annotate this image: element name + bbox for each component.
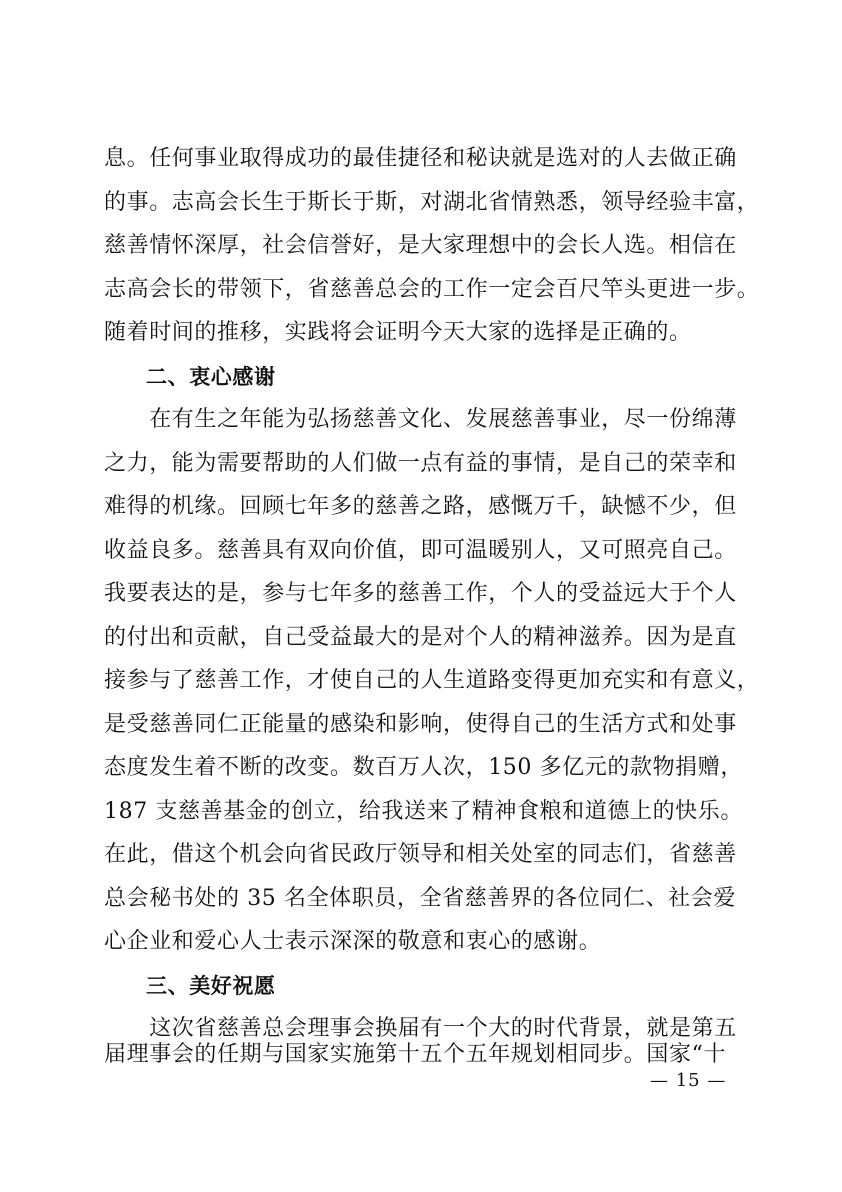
text-line: 我要表达的是，参与七年多的慈善工作，个人的受益远大于个人 (104, 581, 737, 606)
text-line: 志高会长的带领下，省慈善总会的工作一定会百尺竿头更进一步。 (104, 277, 760, 302)
page-number: — 15 — (650, 1070, 727, 1091)
text-line: 态度发生着不断的改变。数百万人次，150 多亿元的款物捐赠， (104, 755, 743, 780)
text-line: 之力，能为需要帮助的人们做一点有益的事情，是自己的荣幸和 (104, 451, 737, 476)
text-line: 在有生之年能为弘扬慈善文化、发展慈善事业，尽一份绵薄 (104, 407, 737, 432)
text-line: 的事。志高会长生于斯长于斯，对湖北省情熟悉，领导经验丰富， (104, 190, 760, 215)
text-line: 在此，借这个机会向省民政厅领导和相关处室的同志们，省慈善 (104, 842, 737, 867)
text-line: 心企业和爱心人士表示深深的敬意和衷心的感谢。 (104, 929, 602, 954)
section-heading-wishes: 三、美好祝愿 (146, 974, 276, 998)
text-line: 的付出和贡献，自己受益最大的是对个人的精神滋养。因为是直 (104, 625, 737, 650)
text-line: 是受慈善同仁正能量的感染和影响，使得自己的生活方式和处事 (104, 712, 737, 737)
text-line: 187 支慈善基金的创立，给我送来了精神食粮和道德上的快乐。 (104, 799, 743, 824)
section-heading-thanks: 二、衷心感谢 (146, 365, 276, 389)
text-line: 收益良多。慈善具有双向价值，即可温暖别人，又可照亮自己。 (104, 538, 737, 563)
text-line: 接参与了慈善工作，才使自己的人生道路变得更加充实和有意义， (104, 668, 760, 693)
text-line: 这次省慈善总会理事会换届有一个大的时代背景，就是第五 (104, 1016, 737, 1041)
text-line: 慈善情怀深厚，社会信誉好，是大家理想中的会长人选。相信在 (104, 233, 737, 258)
text-line: 息。任何事业取得成功的最佳捷径和秘诀就是选对的人去做正确 (104, 146, 737, 171)
text-line: 总会秘书处的 35 名全体职员，全省慈善界的各位同仁、社会爱 (104, 886, 736, 911)
text-line: 难得的机缘。回顾七年多的慈善之路，感慨万千，缺憾不少，但 (104, 494, 737, 519)
text-line: 随着时间的推移，实践将会证明今天大家的选择是正确的。 (104, 320, 692, 345)
text-line: 届理事会的任期与国家实施第十五个五年规划相同步。国家“十 (104, 1042, 727, 1067)
